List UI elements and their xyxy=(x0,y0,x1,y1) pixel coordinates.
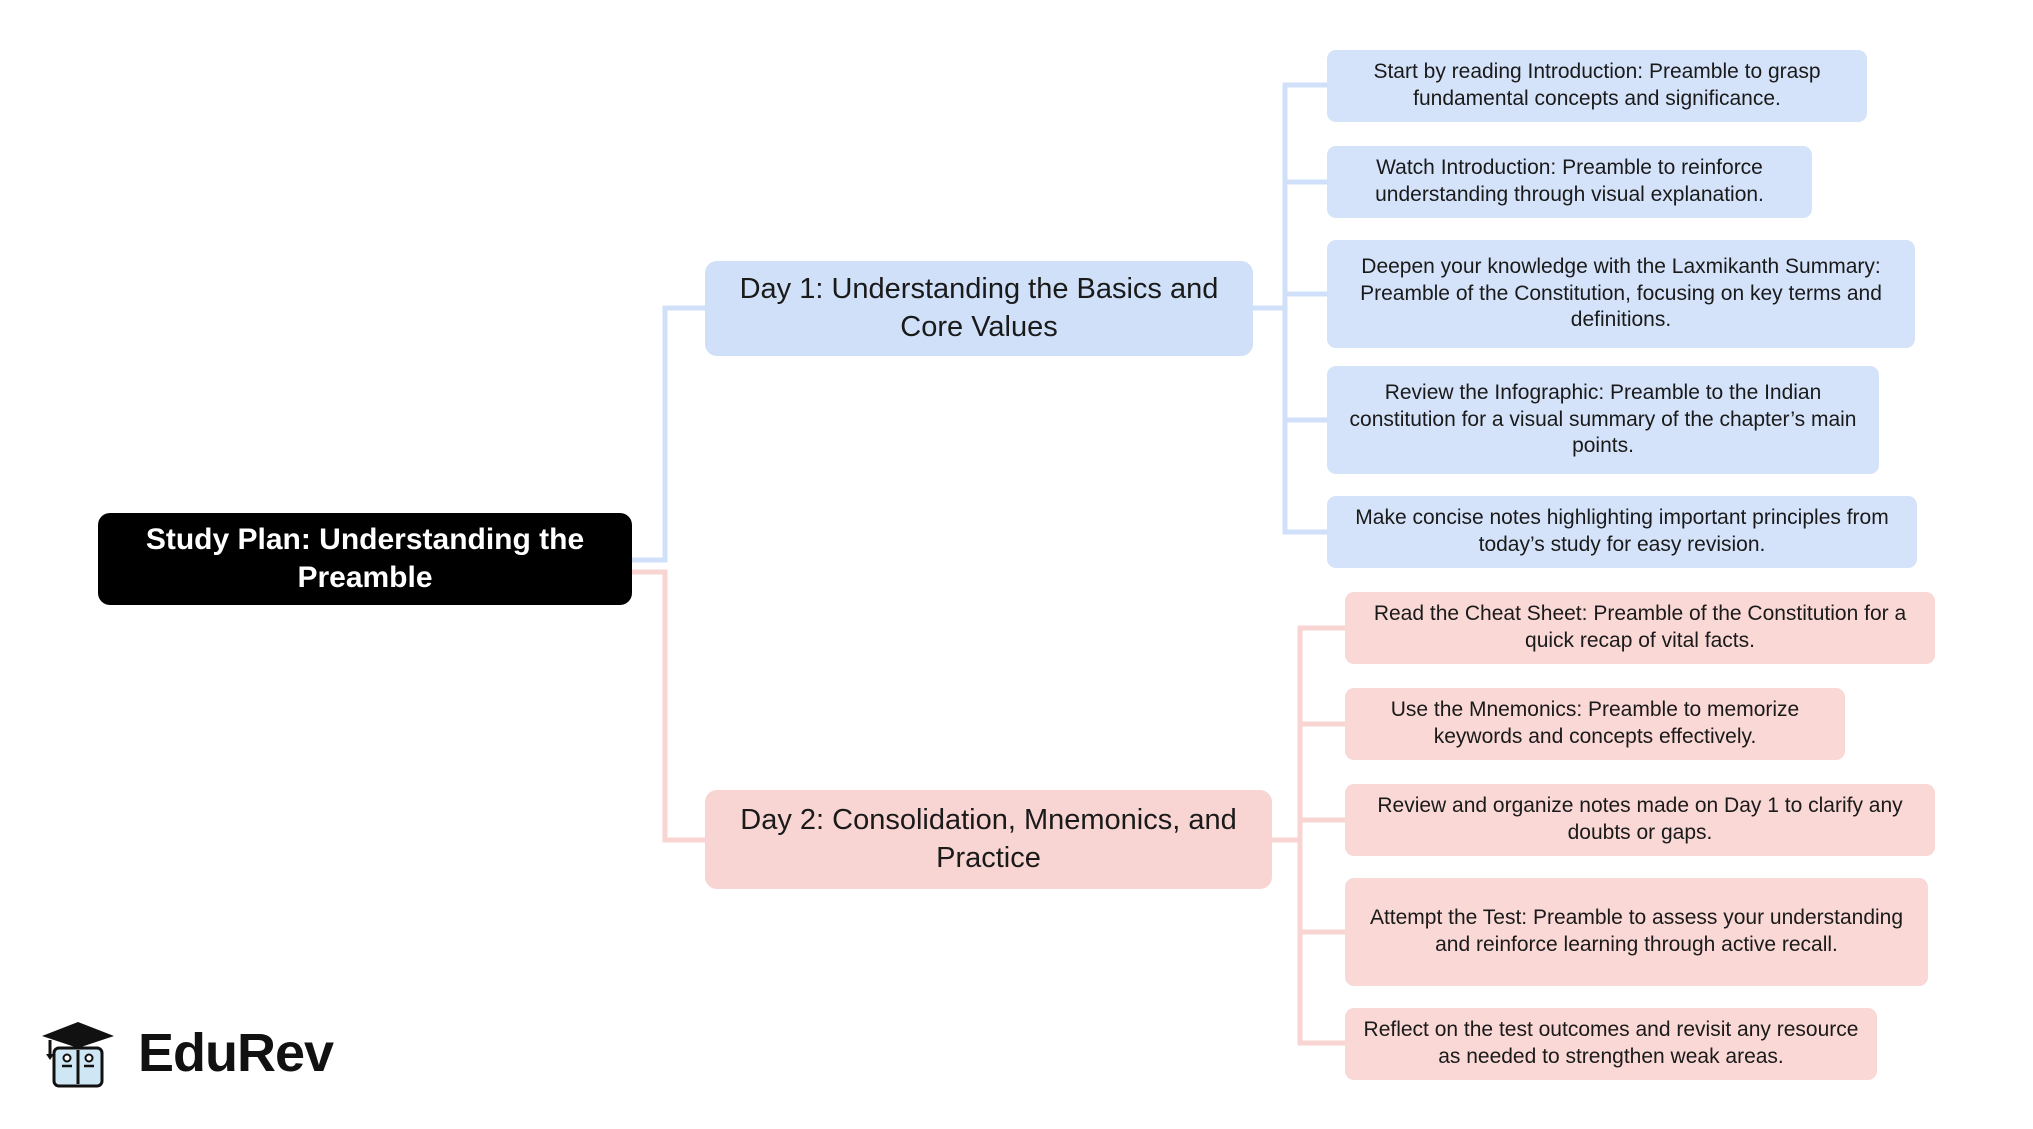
leaf-node-label: Read the Cheat Sheet: Preamble of the Constitution for a quick recap of vital facts. xyxy=(1373,602,1907,652)
leaf-node-label: Reflect on the test outcomes and revisit any resource as needed to strengthen weak areas. xyxy=(1363,1018,1859,1068)
leaf-node-label: Attempt the Test: Preamble to assess your understanding and reinforce learning through active recall. xyxy=(1369,906,1904,956)
branch-node-day2[interactable] xyxy=(705,790,1272,889)
leaf-node-label: Review and organize notes made on Day 1 to clarify any doubts or gaps. xyxy=(1377,794,1903,844)
leaf-node[interactable] xyxy=(1327,366,1879,474)
branch-node-day1-label: Day 1: Understanding the Basics and Core Values xyxy=(739,273,1219,343)
leaf-node[interactable] xyxy=(1327,146,1812,218)
leaf-node-label: Make concise notes highlighting important principles from today’s study for easy revision. xyxy=(1355,506,1889,556)
leaf-node[interactable] xyxy=(1345,592,1935,664)
leaf-node-label: Watch Introduction: Preamble to reinforce understanding through visual explanation. xyxy=(1375,156,1764,206)
graduation-cap-book-icon xyxy=(40,1014,124,1092)
leaf-node[interactable] xyxy=(1327,50,1867,122)
leaf-node[interactable] xyxy=(1345,784,1935,856)
leaf-node-label: Use the Mnemonics: Preamble to memorize keywords and concepts effectively. xyxy=(1390,698,1800,748)
edurev-logo xyxy=(40,1008,390,1098)
leaf-node-label: Deepen your knowledge with the Laxmikanth Summary: Preamble of the Constitution, focusing on key terms and definitions. xyxy=(1360,254,1882,332)
edurev-wordmark: EduRev xyxy=(138,1023,334,1083)
leaf-node-label: Start by reading Introduction: Preamble to grasp fundamental concepts and significance. xyxy=(1373,60,1821,110)
leaf-node[interactable] xyxy=(1345,1008,1877,1080)
root-node[interactable] xyxy=(98,513,632,605)
root-node-label: Study Plan: Understanding the Preamble xyxy=(145,522,585,594)
leaf-node[interactable] xyxy=(1327,496,1917,568)
branch-node-day2-label: Day 2: Consolidation, Mnemonics, and Practice xyxy=(740,804,1237,874)
leaf-node[interactable] xyxy=(1327,240,1915,348)
leaf-node-label: Review the Infographic: Preamble to the Indian constitution for a visual summary of the chapter’s main points. xyxy=(1349,380,1857,458)
leaf-node[interactable] xyxy=(1345,688,1845,760)
branch-node-day1[interactable] xyxy=(705,261,1253,356)
leaf-node[interactable] xyxy=(1345,878,1928,986)
